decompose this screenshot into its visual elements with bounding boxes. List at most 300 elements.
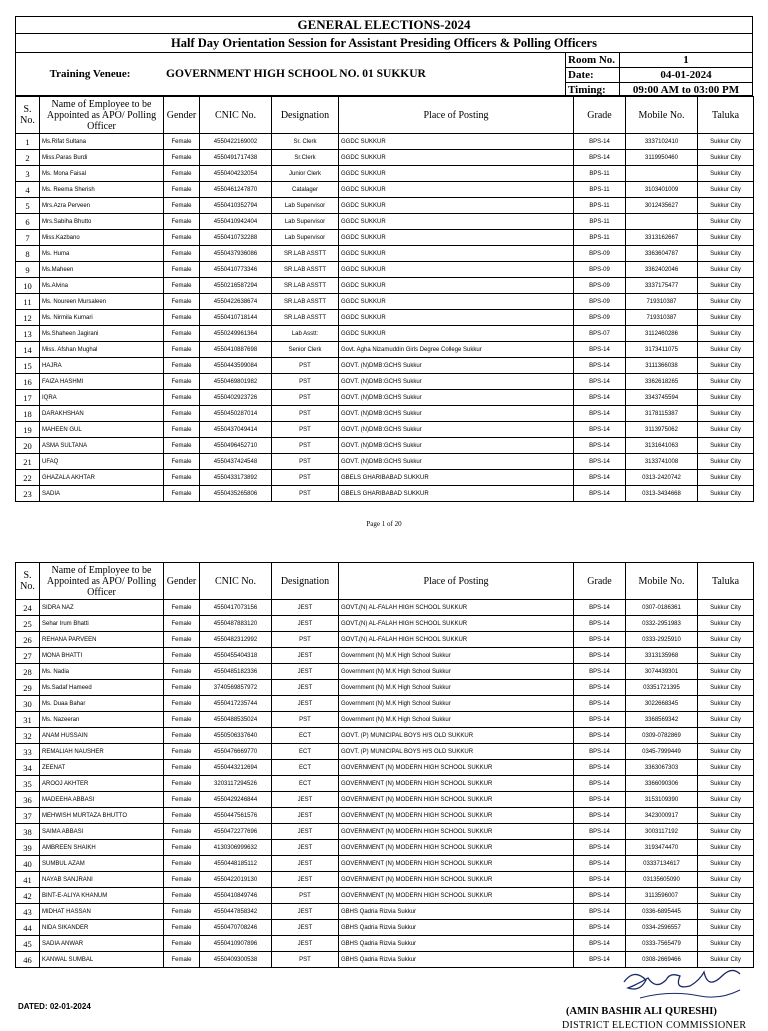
cell-sno: 2 xyxy=(16,150,40,166)
signatory-office: DISTRICT ELECTION COMMISSIONER xyxy=(562,1020,747,1031)
cell-posting: GBELS GHARIBABAD SUKKUR xyxy=(339,486,574,502)
cell-sno: 16 xyxy=(16,374,40,390)
cell-cnic: 4550422169002 xyxy=(200,134,272,150)
cell-cnic: 4550422019130 xyxy=(200,872,272,888)
cell-mobile xyxy=(626,214,698,230)
cell-cnic: 4550487883120 xyxy=(200,616,272,632)
cell-cnic: 4550249961364 xyxy=(200,326,272,342)
table-row xyxy=(16,486,754,502)
col-header-taluka: Taluka xyxy=(698,563,754,600)
cell-grade: BPS-14 xyxy=(574,358,626,374)
cell-mobile: 0333-7565479 xyxy=(626,936,698,952)
signature-scribble xyxy=(610,968,760,1008)
cell-name: Sehar Irum Bhatti xyxy=(40,616,164,632)
cell-mobile: 3368569342 xyxy=(626,712,698,728)
cell-grade: BPS-14 xyxy=(574,840,626,856)
cell-sno: 34 xyxy=(16,760,40,776)
cell-taluka: Sukkur City xyxy=(698,856,754,872)
col-header-mobile: Mobile No. xyxy=(626,563,698,600)
cell-mobile: 3313162667 xyxy=(626,230,698,246)
cell-name: Ms. Duaa Bahar xyxy=(40,696,164,712)
cell-mobile: 3153109390 xyxy=(626,792,698,808)
cell-cnic: 4130306999632 xyxy=(200,840,272,856)
col-header-mobile: Mobile No. xyxy=(626,97,698,134)
cell-designation: PST xyxy=(272,454,339,470)
cell-cnic: 4550443212694 xyxy=(200,760,272,776)
cell-designation: JEST xyxy=(272,840,339,856)
cell-grade: BPS-09 xyxy=(574,278,626,294)
cell-cnic: 4550410942404 xyxy=(200,214,272,230)
cell-gender: Female xyxy=(164,486,200,502)
cell-posting: GGDC SUKKUR xyxy=(339,310,574,326)
cell-name: Ms. Reema Sherish xyxy=(40,182,164,198)
cell-designation: JEST xyxy=(272,616,339,632)
cell-gender: Female xyxy=(164,744,200,760)
cell-gender: Female xyxy=(164,776,200,792)
cell-name: Ms. Nazeeran xyxy=(40,712,164,728)
cell-cnic: 4550491717438 xyxy=(200,150,272,166)
cell-taluka: Sukkur City xyxy=(698,792,754,808)
table-row xyxy=(16,680,754,696)
cell-name: AROOJ AKHTER xyxy=(40,776,164,792)
cell-name: NIDA SIKANDER xyxy=(40,920,164,936)
cell-name: REMALIAH NAUSHER xyxy=(40,744,164,760)
cell-posting: GOVT.(N) AL-FALAH HIGH SCHOOL SUKKUR xyxy=(339,632,574,648)
cell-name: MAHEEN GUL xyxy=(40,422,164,438)
document-subtitle: Half Day Orientation Session for Assistant Presiding Officers & Polling Officers xyxy=(15,33,753,52)
cell-cnic: 4550485182336 xyxy=(200,664,272,680)
cell-sno: 9 xyxy=(16,262,40,278)
cell-designation: SR.LAB ASSTT xyxy=(272,310,339,326)
cell-mobile: 3111366038 xyxy=(626,358,698,374)
cell-designation: PST xyxy=(272,390,339,406)
document-page-2 xyxy=(15,562,753,968)
cell-mobile: 3337175477 xyxy=(626,278,698,294)
table-header-row xyxy=(16,97,754,134)
cell-taluka: Sukkur City xyxy=(698,310,754,326)
table-row xyxy=(16,936,754,952)
cell-gender: Female xyxy=(164,680,200,696)
cell-mobile: 3003117192 xyxy=(626,824,698,840)
cell-cnic: 4550461247870 xyxy=(200,182,272,198)
cell-gender: Female xyxy=(164,728,200,744)
cell-posting: GOVT. (N)DMB:GCHS Sukkur xyxy=(339,422,574,438)
cell-designation: JEST xyxy=(272,664,339,680)
dated-label: DATED: 02-01-2024 xyxy=(18,1002,91,1011)
cell-taluka: Sukkur City xyxy=(698,294,754,310)
cell-sno: 5 xyxy=(16,198,40,214)
cell-name: Ms. Nadia xyxy=(40,664,164,680)
cell-mobile: 3133741008 xyxy=(626,454,698,470)
cell-taluka: Sukkur City xyxy=(698,198,754,214)
cell-cnic: 4550476669770 xyxy=(200,744,272,760)
cell-name: SUMBUL AZAM xyxy=(40,856,164,872)
cell-sno: 40 xyxy=(16,856,40,872)
cell-posting: GBHS Qadria Rizvia Sukkur xyxy=(339,904,574,920)
cell-gender: Female xyxy=(164,438,200,454)
table-row xyxy=(16,712,754,728)
cell-designation: PST xyxy=(272,486,339,502)
cell-taluka: Sukkur City xyxy=(698,664,754,680)
cell-posting: GOVERNMENT (N) MODERN HIGH SCHOOL SUKKUR xyxy=(339,808,574,824)
cell-cnic: 4550437049414 xyxy=(200,422,272,438)
venue-school: GOVERNMENT HIGH SCHOOL NO. 01 SUKKUR xyxy=(164,53,566,95)
cell-designation: JEST xyxy=(272,600,339,616)
cell-grade: BPS-14 xyxy=(574,134,626,150)
cell-posting: GGDC SUKKUR xyxy=(339,262,574,278)
cell-taluka: Sukkur City xyxy=(698,438,754,454)
cell-cnic: 4550409300538 xyxy=(200,952,272,968)
col-header-grade: Grade xyxy=(574,97,626,134)
cell-grade: BPS-09 xyxy=(574,246,626,262)
cell-designation: SR.LAB ASSTT xyxy=(272,246,339,262)
cell-mobile: 3113975062 xyxy=(626,422,698,438)
cell-taluka: Sukkur City xyxy=(698,390,754,406)
table-row xyxy=(16,840,754,856)
room-value: 1 xyxy=(683,54,689,66)
cell-taluka: Sukkur City xyxy=(698,422,754,438)
cell-grade: BPS-14 xyxy=(574,390,626,406)
cell-posting: GBHS Qadria Rizvia Sukkur xyxy=(339,952,574,968)
cell-sno: 27 xyxy=(16,648,40,664)
cell-taluka: Sukkur City xyxy=(698,278,754,294)
cell-posting: GBHS Qadria Rizvia Sukkur xyxy=(339,920,574,936)
cell-sno: 42 xyxy=(16,888,40,904)
cell-grade: BPS-14 xyxy=(574,680,626,696)
table-row xyxy=(16,246,754,262)
cell-grade: BPS-09 xyxy=(574,310,626,326)
cell-taluka: Sukkur City xyxy=(698,166,754,182)
cell-name: ZEENAT xyxy=(40,760,164,776)
cell-cnic: 4550216587294 xyxy=(200,278,272,294)
cell-gender: Female xyxy=(164,150,200,166)
cell-posting: GOVERNMENT (N) MODERN HIGH SCHOOL SUKKUR xyxy=(339,776,574,792)
cell-designation: Sr. Clerk xyxy=(272,134,339,150)
cell-taluka: Sukkur City xyxy=(698,134,754,150)
cell-designation: Catalager xyxy=(272,182,339,198)
table-row xyxy=(16,294,754,310)
table-row xyxy=(16,744,754,760)
cell-mobile: 3343745594 xyxy=(626,390,698,406)
cell-gender: Female xyxy=(164,648,200,664)
col-header-name: Name of Employee to be Appointed as APO/ Polling Officer xyxy=(40,563,164,600)
cell-designation: PST xyxy=(272,632,339,648)
cell-sno: 11 xyxy=(16,294,40,310)
cell-sno: 39 xyxy=(16,840,40,856)
cell-name: Ms. Noureen Mursaleen xyxy=(40,294,164,310)
cell-posting: Government (N) M.K High School Sukkur xyxy=(339,664,574,680)
cell-posting: GGDC SUKKUR xyxy=(339,278,574,294)
cell-taluka: Sukkur City xyxy=(698,182,754,198)
cell-gender: Female xyxy=(164,616,200,632)
table-row xyxy=(16,728,754,744)
timing-value: 09:00 AM to 03:00 PM xyxy=(632,84,740,96)
cell-cnic: 4550433173892 xyxy=(200,470,272,486)
table-body-page-1 xyxy=(16,134,754,502)
cell-grade: BPS-14 xyxy=(574,920,626,936)
cell-taluka: Sukkur City xyxy=(698,214,754,230)
cell-sno: 6 xyxy=(16,214,40,230)
cell-name: SAIMA ABBASI xyxy=(40,824,164,840)
room-row xyxy=(566,53,752,68)
cell-name: Miss.Kazbano xyxy=(40,230,164,246)
cell-gender: Female xyxy=(164,824,200,840)
cell-posting: GBELS GHARIBABAD SUKKUR xyxy=(339,470,574,486)
cell-grade: BPS-14 xyxy=(574,664,626,680)
cell-mobile: 3178115387 xyxy=(626,406,698,422)
cell-posting: GOVERNMENT (N) MODERN HIGH SCHOOL SUKKUR xyxy=(339,824,574,840)
cell-mobile: 0313-3434668 xyxy=(626,486,698,502)
cell-taluka: Sukkur City xyxy=(698,262,754,278)
cell-posting: GOVT. (N)DMB:GCHS Sukkur xyxy=(339,406,574,422)
timing-label: Timing: xyxy=(566,83,620,97)
cell-gender: Female xyxy=(164,198,200,214)
cell-mobile: 3313135968 xyxy=(626,648,698,664)
cell-name: NAYAB SANJRANI xyxy=(40,872,164,888)
cell-designation: Lab Supervisor xyxy=(272,198,339,214)
col-header-posting: Place of Posting xyxy=(339,563,574,600)
table-header-row xyxy=(16,563,754,600)
cell-mobile: 3362618265 xyxy=(626,374,698,390)
cell-sno: 25 xyxy=(16,616,40,632)
cell-posting: Government (N) M.K High School Sukkur xyxy=(339,712,574,728)
cell-posting: Government (N) M.K High School Sukkur xyxy=(339,648,574,664)
cell-designation: ECT xyxy=(272,776,339,792)
cell-name: MIDHAT HASSAN xyxy=(40,904,164,920)
cell-gender: Female xyxy=(164,664,200,680)
cell-sno: 15 xyxy=(16,358,40,374)
cell-name: SADIA ANWAR xyxy=(40,936,164,952)
cell-gender: Female xyxy=(164,792,200,808)
cell-sno: 32 xyxy=(16,728,40,744)
cell-name: ANAM HUSSAIN xyxy=(40,728,164,744)
cell-gender: Female xyxy=(164,246,200,262)
cell-name: SIDRA NAZ xyxy=(40,600,164,616)
cell-sno: 29 xyxy=(16,680,40,696)
table-row xyxy=(16,166,754,182)
col-header-sno: S. No. xyxy=(16,563,40,600)
cell-name: Ms.Rifat Sultana xyxy=(40,134,164,150)
cell-taluka: Sukkur City xyxy=(698,358,754,374)
cell-name: DARAKHSHAN xyxy=(40,406,164,422)
table-row xyxy=(16,904,754,920)
cell-grade: BPS-14 xyxy=(574,936,626,952)
cell-posting: GGDC SUKKUR xyxy=(339,214,574,230)
cell-designation: JEST xyxy=(272,792,339,808)
cell-posting: GGDC SUKKUR xyxy=(339,198,574,214)
cell-grade: BPS-14 xyxy=(574,872,626,888)
cell-cnic: 4550496452710 xyxy=(200,438,272,454)
cell-sno: 8 xyxy=(16,246,40,262)
cell-name: Ms.Maheen xyxy=(40,262,164,278)
cell-name: GHAZALA AKHTAR xyxy=(40,470,164,486)
cell-taluka: Sukkur City xyxy=(698,744,754,760)
cell-posting: GOVERNMENT (N) MODERN HIGH SCHOOL SUKKUR xyxy=(339,760,574,776)
table-row xyxy=(16,952,754,968)
table-row xyxy=(16,776,754,792)
table-row xyxy=(16,326,754,342)
cell-designation: JEST xyxy=(272,872,339,888)
cell-mobile: 3173411075 xyxy=(626,342,698,358)
cell-taluka: Sukkur City xyxy=(698,728,754,744)
cell-posting: Govt. Agha Nizamuddin Girls Degree College Sukkur xyxy=(339,342,574,358)
cell-posting: GOVERNMENT (N) MODERN HIGH SCHOOL SUKKUR xyxy=(339,856,574,872)
cell-grade: BPS-11 xyxy=(574,230,626,246)
cell-mobile xyxy=(626,166,698,182)
table-row xyxy=(16,214,754,230)
cell-grade: BPS-14 xyxy=(574,374,626,390)
cell-posting: GOVT. (P) MUNICIPAL BOYS H/S OLD SUKKUR xyxy=(339,744,574,760)
cell-sno: 20 xyxy=(16,438,40,454)
cell-taluka: Sukkur City xyxy=(698,712,754,728)
cell-gender: Female xyxy=(164,422,200,438)
cell-cnic: 4550437936086 xyxy=(200,246,272,262)
cell-designation: PST xyxy=(272,712,339,728)
cell-mobile: 3112460286 xyxy=(626,326,698,342)
cell-taluka: Sukkur City xyxy=(698,486,754,502)
cell-mobile: 3362402046 xyxy=(626,262,698,278)
cell-name: Ms.Sadaf Hameed xyxy=(40,680,164,696)
cell-designation: PST xyxy=(272,358,339,374)
cell-sno: 37 xyxy=(16,808,40,824)
venue-block xyxy=(15,52,753,96)
cell-taluka: Sukkur City xyxy=(698,824,754,840)
cell-taluka: Sukkur City xyxy=(698,406,754,422)
cell-gender: Female xyxy=(164,326,200,342)
table-row xyxy=(16,390,754,406)
cell-designation: JEST xyxy=(272,824,339,840)
cell-sno: 43 xyxy=(16,904,40,920)
cell-cnic: 4550410907896 xyxy=(200,936,272,952)
cell-name: HAJRA xyxy=(40,358,164,374)
document-page-1 xyxy=(15,16,753,502)
cell-mobile: 0308-2669466 xyxy=(626,952,698,968)
cell-gender: Female xyxy=(164,760,200,776)
cell-name: FAIZA HASHMI xyxy=(40,374,164,390)
cell-sno: 13 xyxy=(16,326,40,342)
cell-name: Ms.Shaheen Jagirani xyxy=(40,326,164,342)
page-number: Page 1 of 20 xyxy=(366,520,402,528)
table-row xyxy=(16,664,754,680)
officers-table-continued xyxy=(15,562,754,968)
cell-cnic: 4550482312992 xyxy=(200,632,272,648)
cell-designation: ECT xyxy=(272,728,339,744)
cell-posting: GBHS Qadria Rizvia Sukkur xyxy=(339,936,574,952)
cell-cnic: 4550410849746 xyxy=(200,888,272,904)
table-row xyxy=(16,358,754,374)
cell-mobile: 3012435627 xyxy=(626,198,698,214)
cell-gender: Female xyxy=(164,214,200,230)
cell-mobile: 0336-6895445 xyxy=(626,904,698,920)
cell-posting: GGDC SUKKUR xyxy=(339,150,574,166)
cell-cnic: 4550404232054 xyxy=(200,166,272,182)
cell-mobile: 03337134617 xyxy=(626,856,698,872)
cell-cnic: 4550455404318 xyxy=(200,648,272,664)
cell-mobile: 0309-0782869 xyxy=(626,728,698,744)
cell-sno: 18 xyxy=(16,406,40,422)
cell-mobile: 719310387 xyxy=(626,294,698,310)
cell-taluka: Sukkur City xyxy=(698,776,754,792)
date-label: Date: xyxy=(566,68,620,82)
col-header-cnic: CNIC No. xyxy=(200,97,272,134)
cell-posting: GOVERNMENT (N) MODERN HIGH SCHOOL SUKKUR xyxy=(339,792,574,808)
cell-designation: JEST xyxy=(272,648,339,664)
signatory-name: (AMIN BASHIR ALI QURESHI) xyxy=(566,1006,717,1017)
cell-grade: BPS-14 xyxy=(574,856,626,872)
cell-designation: ECT xyxy=(272,760,339,776)
cell-designation: PST xyxy=(272,374,339,390)
cell-cnic: 4550417235744 xyxy=(200,696,272,712)
cell-grade: BPS-14 xyxy=(574,712,626,728)
table-row xyxy=(16,824,754,840)
cell-grade: BPS-14 xyxy=(574,438,626,454)
cell-posting: GOVT.(N) AL-FALAH HIGH SCHOOL SUKKUR xyxy=(339,600,574,616)
cell-sno: 41 xyxy=(16,872,40,888)
table-row xyxy=(16,888,754,904)
cell-grade: BPS-14 xyxy=(574,904,626,920)
cell-name: ASMA SULTANA xyxy=(40,438,164,454)
cell-grade: BPS-14 xyxy=(574,150,626,166)
col-header-designation: Designation xyxy=(272,563,339,600)
table-row xyxy=(16,856,754,872)
table-row xyxy=(16,150,754,166)
cell-gender: Female xyxy=(164,712,200,728)
cell-designation: PST xyxy=(272,470,339,486)
cell-cnic: 4550422638674 xyxy=(200,294,272,310)
cell-sno: 45 xyxy=(16,936,40,952)
timing-row xyxy=(566,83,752,97)
cell-name: UFAQ xyxy=(40,454,164,470)
cell-sno: 24 xyxy=(16,600,40,616)
cell-gender: Female xyxy=(164,872,200,888)
cell-gender: Female xyxy=(164,310,200,326)
cell-taluka: Sukkur City xyxy=(698,374,754,390)
cell-designation: JEST xyxy=(272,904,339,920)
cell-grade: BPS-14 xyxy=(574,454,626,470)
table-row xyxy=(16,278,754,294)
cell-sno: 31 xyxy=(16,712,40,728)
cell-grade: BPS-14 xyxy=(574,648,626,664)
cell-designation: PST xyxy=(272,406,339,422)
table-row xyxy=(16,198,754,214)
cell-mobile: 3131641063 xyxy=(626,438,698,454)
cell-sno: 1 xyxy=(16,134,40,150)
cell-cnic: 4550402923726 xyxy=(200,390,272,406)
cell-taluka: Sukkur City xyxy=(698,648,754,664)
cell-mobile: 0332-2951983 xyxy=(626,616,698,632)
cell-gender: Female xyxy=(164,294,200,310)
cell-gender: Female xyxy=(164,696,200,712)
cell-taluka: Sukkur City xyxy=(698,150,754,166)
cell-taluka: Sukkur City xyxy=(698,454,754,470)
cell-gender: Female xyxy=(164,358,200,374)
cell-sno: 19 xyxy=(16,422,40,438)
col-header-name: Name of Employee to be Appointed as APO/ Polling Officer xyxy=(40,97,164,134)
cell-name: Mrs.Sabiha Bhutto xyxy=(40,214,164,230)
cell-designation: JEST xyxy=(272,856,339,872)
cell-designation: Junior Clerk xyxy=(272,166,339,182)
cell-posting: GGDC SUKKUR xyxy=(339,182,574,198)
cell-name: Miss. Afshan Mughal xyxy=(40,342,164,358)
document-title: GENERAL ELECTIONS-2024 xyxy=(15,16,753,33)
cell-sno: 4 xyxy=(16,182,40,198)
cell-gender: Female xyxy=(164,840,200,856)
cell-cnic: 4550448185112 xyxy=(200,856,272,872)
table-row xyxy=(16,760,754,776)
cell-posting: GOVT. (P) MUNICIPAL BOYS H/S OLD SUKKUR xyxy=(339,728,574,744)
cell-grade: BPS-14 xyxy=(574,760,626,776)
table-row xyxy=(16,374,754,390)
